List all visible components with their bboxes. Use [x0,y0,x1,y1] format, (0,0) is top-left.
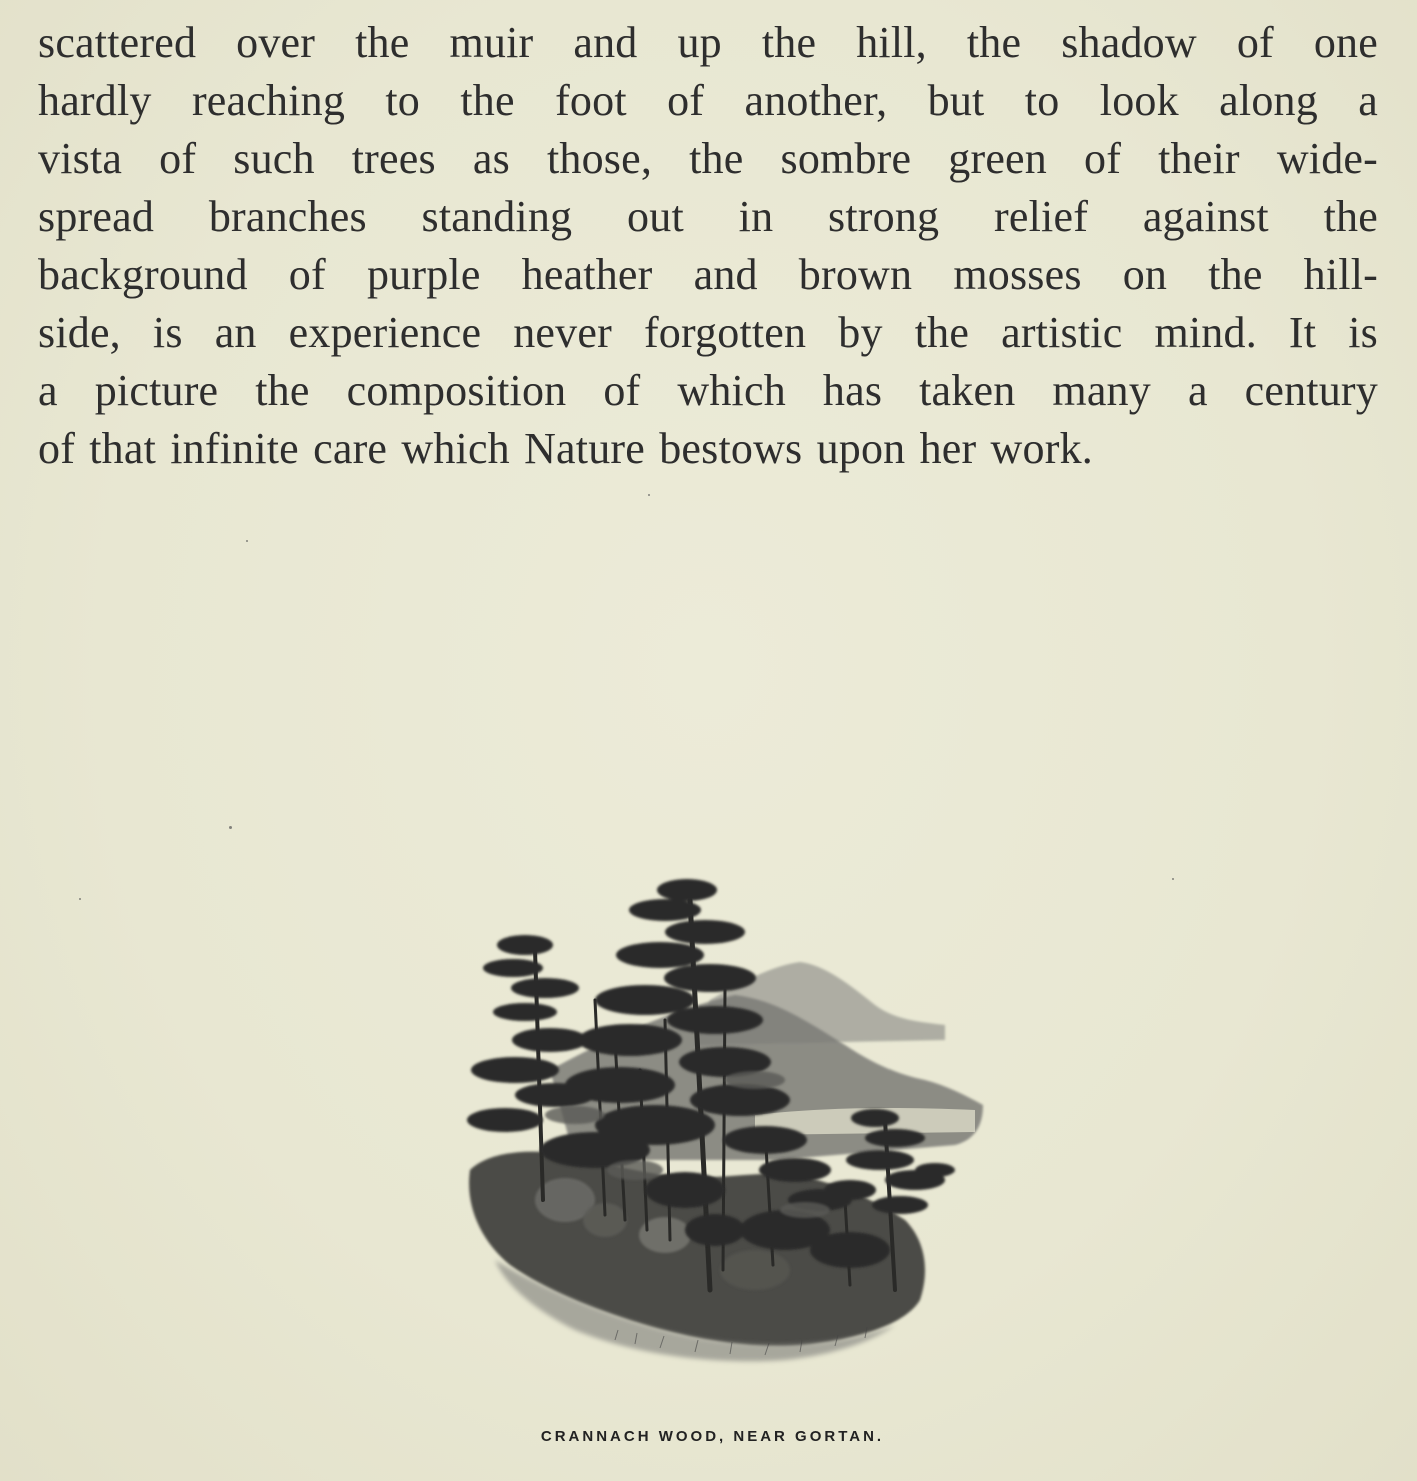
text-line: of that infinite care which Nature bestows upon her work. [38,424,1093,473]
text-line: a picture the composition of which has taken many a century [38,366,1378,415]
text-line: spread branches standing out in strong relief against the [38,192,1378,241]
print-speck [229,826,232,829]
text-line: vista of such trees as those, the sombre green of their wide- [38,134,1378,183]
text-line: background of purple heather and brown mosses on the hill- [38,250,1378,299]
text-line: side, is an experience never forgotten by the artistic mind. It is [38,308,1378,357]
print-speck [1172,878,1174,880]
print-speck [648,494,650,496]
print-speck [79,898,81,900]
print-speck [246,540,248,542]
body-paragraph [38,14,1378,478]
text-line: scattered over the muir and up the hill, the shadow of one [38,18,1378,67]
illustration-caption: CRANNACH WOOD, NEAR GORTAN. [540,1428,885,1445]
text-line: hardly reaching to the foot of another, but to look along a [38,76,1378,125]
pine-wood-illustration [455,870,990,1380]
